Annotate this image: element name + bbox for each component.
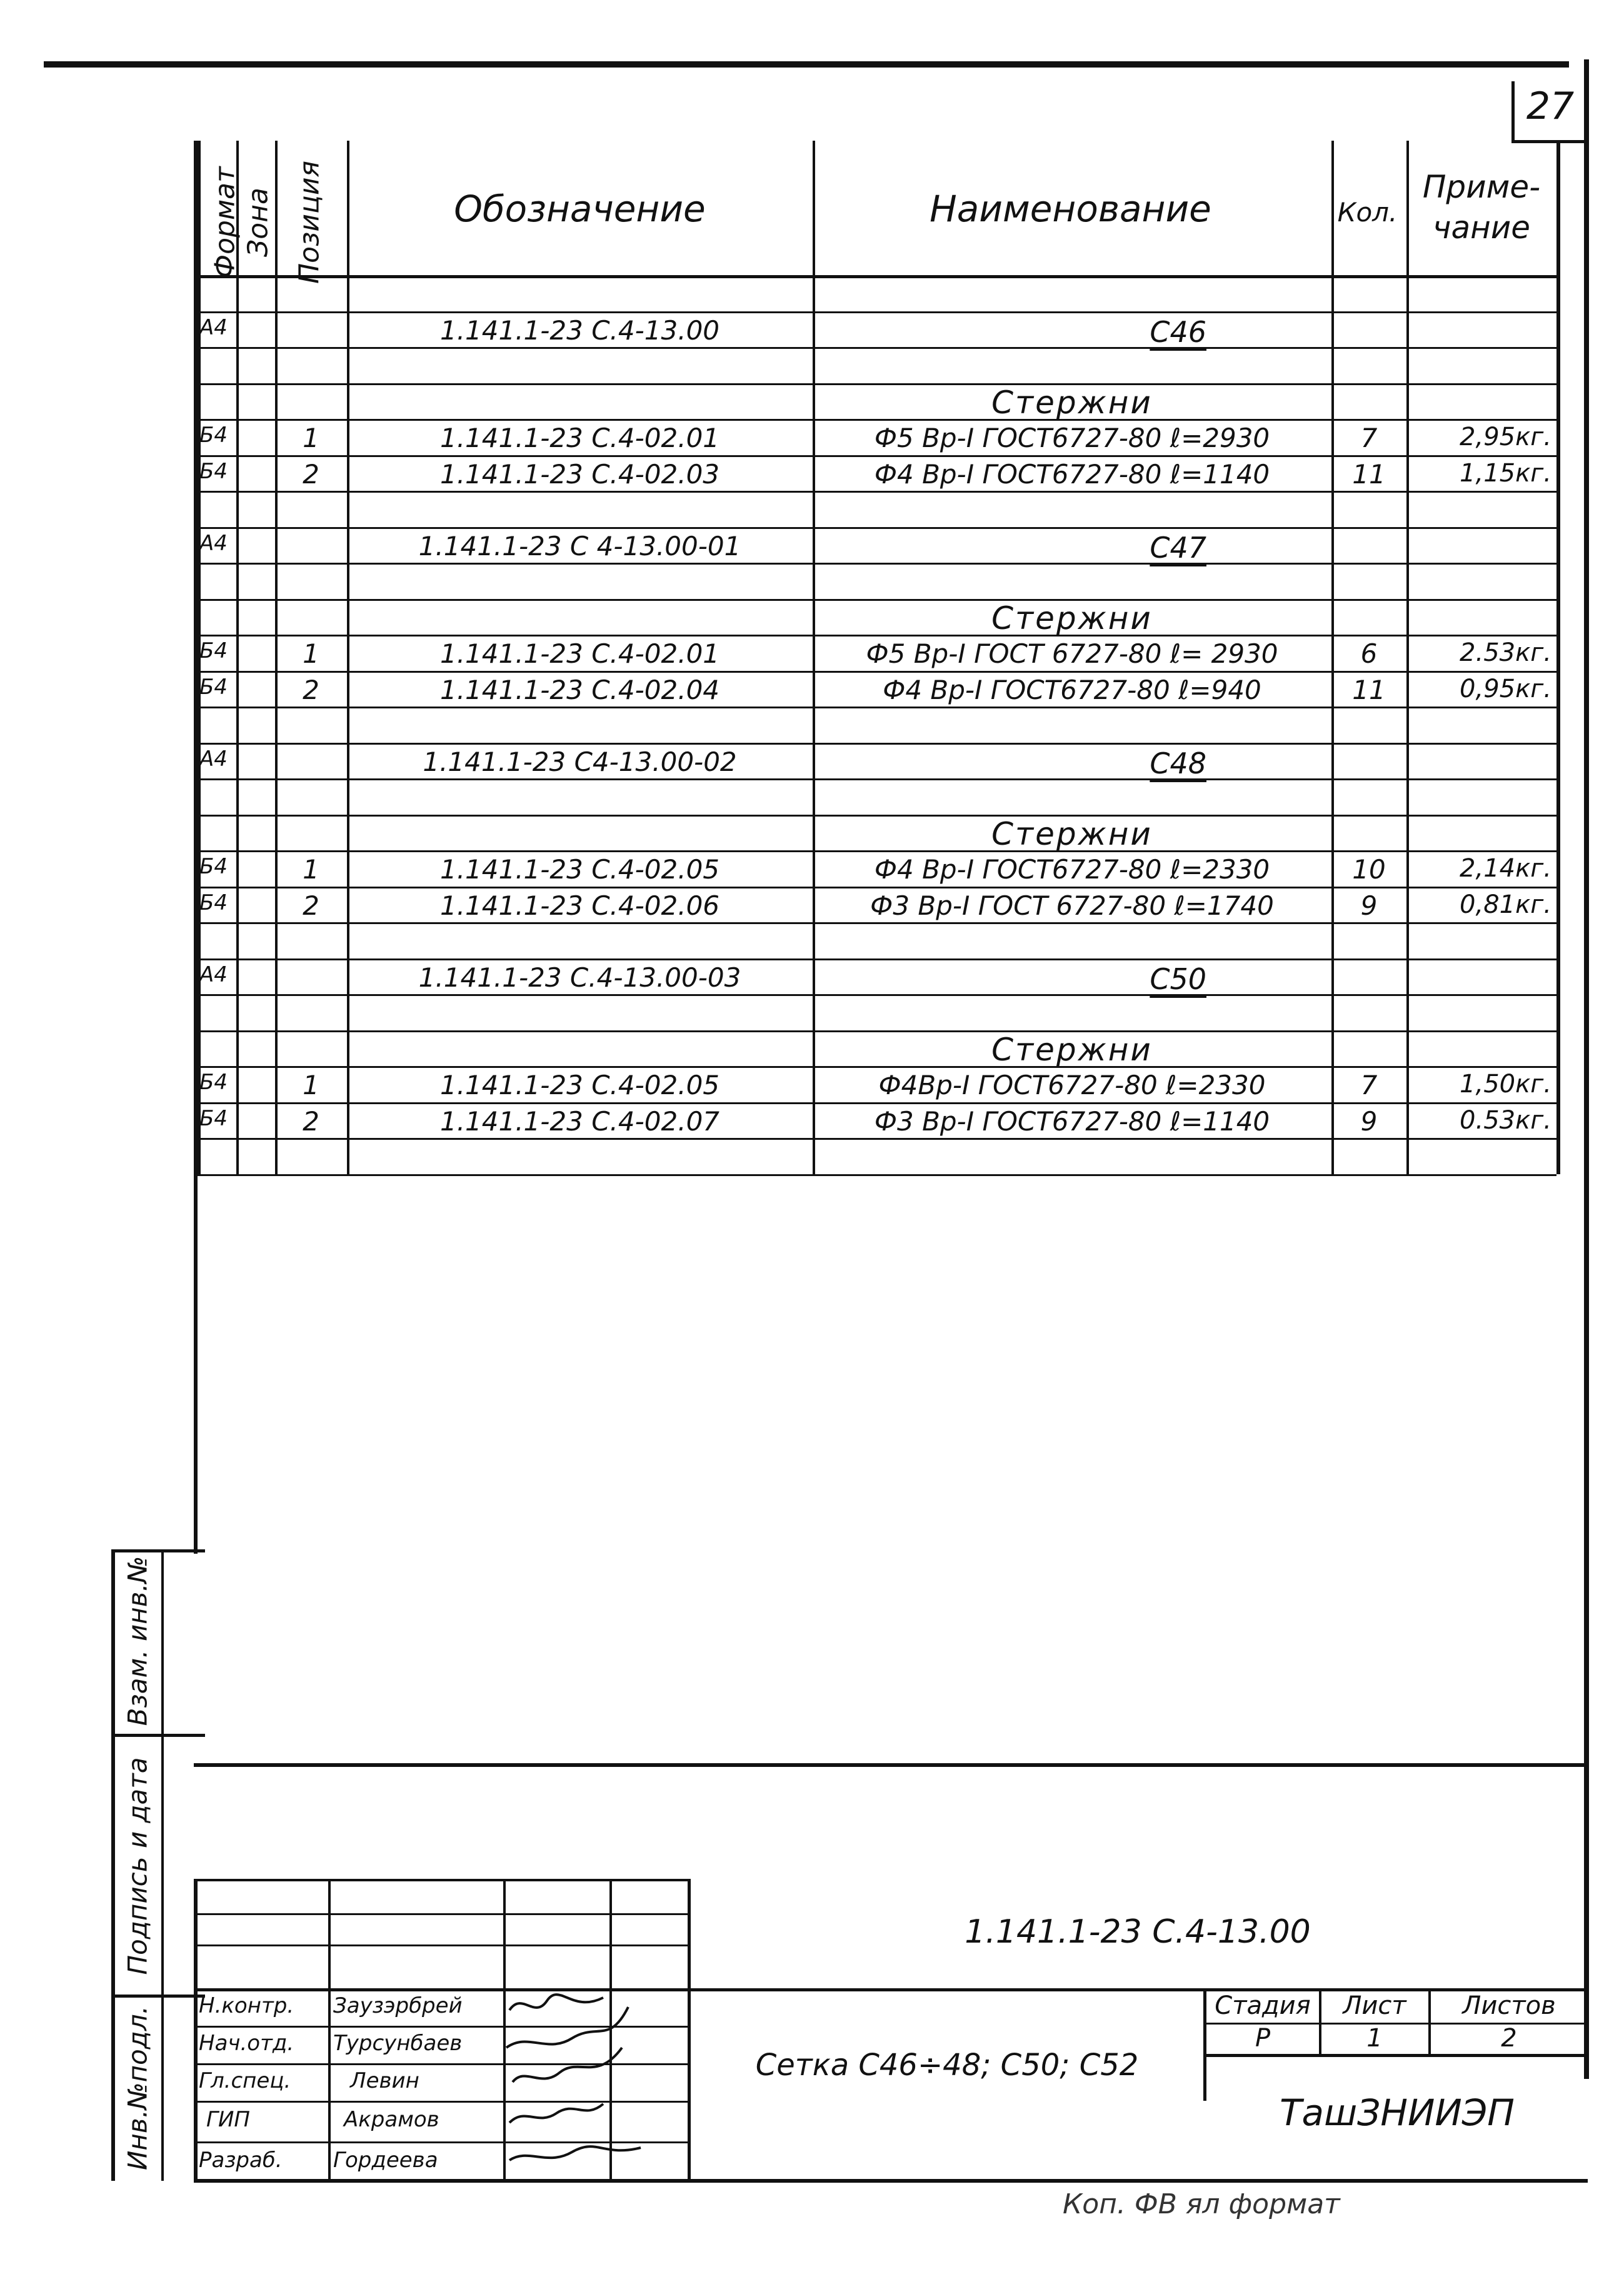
cell-pos: 1 <box>303 1070 319 1100</box>
role-3: Гл.спец. <box>199 2068 291 2093</box>
row-line <box>197 707 1556 708</box>
cell-pos: 1 <box>303 854 319 885</box>
sheets-label: Листов <box>1462 1991 1556 2020</box>
drawing-title: Сетка С46÷48; С50; С52 <box>755 2048 1139 2083</box>
sheet-number: 27 <box>1526 84 1575 128</box>
cell-format: Б4 <box>199 854 228 879</box>
cell-pos: 2 <box>303 1105 319 1137</box>
cell-qty: 6 <box>1360 638 1378 669</box>
row-line <box>197 527 1556 529</box>
row-line <box>197 1174 1556 1176</box>
role-name-2: Турсунбаев <box>333 2031 463 2056</box>
header-note-1: Приме- <box>1422 169 1541 205</box>
cell-name: Ф3 Вр-I ГОСТ 6727-80 ℓ=1740 <box>870 890 1274 921</box>
header-note-2: чание <box>1432 209 1531 246</box>
role-name-5: Гордеева <box>333 2148 438 2173</box>
cell-name: Стержни <box>991 600 1153 636</box>
cell-qty: 7 <box>1360 423 1378 453</box>
cell-format: Б4 <box>199 423 228 448</box>
cell-designation: 1.141.1-23 С 4-13.00-01 <box>418 530 741 561</box>
row-line <box>197 491 1556 493</box>
cell-name: Ф5 Вр-I ГОСТ 6727-80 ℓ= 2930 <box>866 638 1278 669</box>
cell-designation: 1.141.1-23 С.4-02.03 <box>439 458 720 490</box>
cell-format: Б4 <box>199 638 228 663</box>
cell-pos: 1 <box>303 638 319 669</box>
row-line <box>197 1138 1556 1140</box>
cell-qty: 9 <box>1360 1105 1378 1137</box>
sheet-value: 1 <box>1366 2024 1383 2053</box>
cell-name: Стержни <box>991 384 1153 421</box>
row-line <box>197 887 1556 888</box>
cell-format: Б4 <box>199 1070 228 1095</box>
cell-designation: 1.141.1-23 С.4-13.00 <box>439 314 720 346</box>
cell-note: 0.53кг. <box>1460 1105 1551 1135</box>
cell-pos: 2 <box>303 674 319 705</box>
cell-name: С50 <box>1150 962 1206 996</box>
cell-designation: 1.141.1-23 С.4-02.01 <box>439 638 720 669</box>
cell-designation: 1.141.1-23 С.4-02.06 <box>439 890 720 921</box>
header-position: Позиция <box>293 161 326 284</box>
cell-designation: 1.141.1-23 С.4-02.05 <box>439 1070 720 1100</box>
role-5: Разраб. <box>199 2148 283 2173</box>
cell-name: Ф4Вр-I ГОСТ6727-80 ℓ=2330 <box>878 1070 1266 1100</box>
cell-note: 1,50кг. <box>1460 1070 1551 1099</box>
column-line <box>236 141 239 1174</box>
cell-format: Б4 <box>199 674 228 700</box>
header-designation: Обозначение <box>454 188 706 230</box>
organization: ТашЗНИИЭП <box>1280 2091 1515 2134</box>
cell-format: А4 <box>199 962 228 987</box>
cell-note: 0,95кг. <box>1460 674 1551 703</box>
header-divider <box>197 275 1556 278</box>
role-2: Нач.отд. <box>199 2031 294 2056</box>
cell-designation: 1.141.1-23 С.4-02.04 <box>439 674 720 705</box>
role-name-1: Заузэрбрей <box>333 1993 463 2018</box>
cell-format: Б4 <box>199 1105 228 1131</box>
column-line <box>1556 141 1560 1174</box>
row-line <box>197 743 1556 745</box>
cell-name: С47 <box>1150 530 1206 565</box>
cell-format: Б4 <box>199 890 228 915</box>
cell-name: Ф4 Вр-I ГОСТ6727-80 ℓ=940 <box>883 674 1261 705</box>
cell-note: 2,95кг. <box>1460 423 1551 451</box>
cell-name: Ф4 Вр-I ГОСТ6727-80 ℓ=2330 <box>874 854 1270 885</box>
cell-format: А4 <box>199 746 228 772</box>
cell-note: 1,15кг. <box>1460 458 1551 488</box>
header-format: Формат <box>209 166 241 278</box>
role-name-4: Акрамов <box>344 2107 439 2132</box>
cell-name: С48 <box>1150 746 1206 780</box>
cell-designation: 1.141.1-23 С.4-02.05 <box>439 854 720 885</box>
side-label-sign-date: Подпись и дата <box>122 1757 153 1975</box>
cell-designation: 1.141.1-23 С.4-02.07 <box>439 1105 720 1137</box>
stage-label: Стадия <box>1215 1991 1311 2020</box>
row-line <box>197 671 1556 673</box>
cell-qty: 7 <box>1360 1070 1378 1100</box>
cell-designation: 1.141.1-23 С.4-13.00-03 <box>418 962 741 993</box>
cell-qty: 11 <box>1352 458 1386 490</box>
cell-name: С46 <box>1150 314 1206 349</box>
cell-qty: 9 <box>1360 890 1378 921</box>
cell-qty: 11 <box>1352 674 1386 705</box>
cell-qty: 10 <box>1352 854 1386 885</box>
role-1: Н.контр. <box>199 1993 294 2018</box>
cell-pos: 2 <box>303 890 319 921</box>
signatures <box>503 1988 691 2182</box>
cell-pos: 1 <box>303 423 319 453</box>
cell-format: А4 <box>199 314 228 340</box>
footer-text: Коп. ФВ ял формат <box>1063 2188 1340 2220</box>
cell-format: А4 <box>199 530 228 556</box>
cell-name: Ф4 Вр-I ГОСТ6727-80 ℓ=1140 <box>874 458 1270 490</box>
row-line <box>197 1102 1556 1104</box>
cell-name: Стержни <box>991 815 1153 852</box>
row-line <box>197 922 1556 924</box>
role-name-3: Левин <box>350 2068 419 2093</box>
row-line <box>197 455 1556 457</box>
cell-designation: 1.141.1-23 С4-13.00-02 <box>423 746 737 777</box>
cell-pos: 2 <box>303 458 319 490</box>
cell-note: 2.53кг. <box>1460 638 1551 667</box>
cell-name: Ф3 Вр-I ГОСТ6727-80 ℓ=1140 <box>874 1105 1270 1137</box>
header-name: Наименование <box>930 188 1211 230</box>
row-line <box>197 958 1556 960</box>
cell-name: Стержни <box>991 1031 1153 1068</box>
role-4: ГИП <box>206 2107 250 2132</box>
doc-code: 1.141.1-23 С.4-13.00 <box>965 1913 1311 1951</box>
sheets-value: 2 <box>1501 2024 1517 2053</box>
header-zone: Зона <box>242 188 274 257</box>
sheet-label: Лист <box>1343 1991 1406 2020</box>
cell-format: Б4 <box>199 458 228 484</box>
side-label-inv-orig: Инв.№подл. <box>122 2005 153 2171</box>
cell-note: 2,14кг. <box>1460 854 1551 883</box>
row-line <box>197 311 1556 313</box>
cell-note: 0,81кг. <box>1460 890 1551 919</box>
stage-value: Р <box>1255 2024 1271 2053</box>
header-qty: Кол. <box>1337 197 1398 228</box>
side-label-replace-inv: Взам. инв.№ <box>122 1556 153 1726</box>
cell-designation: 1.141.1-23 С.4-02.01 <box>439 423 720 453</box>
cell-name: Ф5 Вр-I ГОСТ6727-80 ℓ=2930 <box>874 423 1270 453</box>
